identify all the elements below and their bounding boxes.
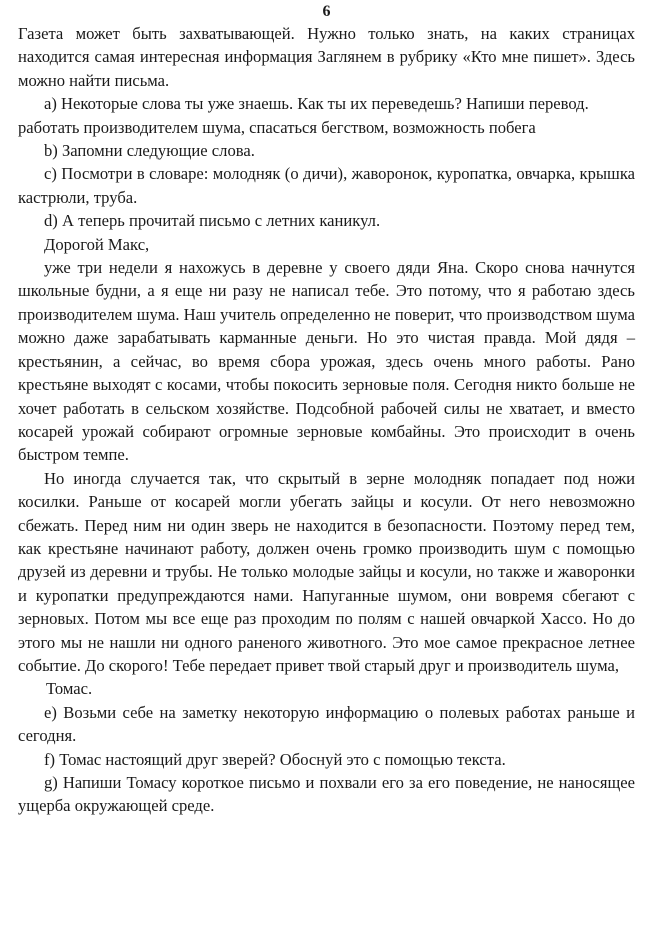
letter-signature: Томас. <box>46 679 93 699</box>
task-e: е) Возьми себе на заметку некоторую информацию о полевых работах раньше и сегодня. <box>18 702 635 746</box>
task-g: g) Напиши Томасу короткое письмо и похвали его за его поведение, не наносящее ущерба окружающей среде. <box>18 773 635 816</box>
intro-paragraph: Газета может быть захватывающей. Нужно только знать, на каких страницах находится самая интересная информация Заглянем в рубрику «Кто мне пишет». Здесь можно найти письма. <box>18 24 635 90</box>
task-c: с) Посмотри в словаре: молодняк (о дичи), жаворонок, куропатка, овчарка, крышка кастрюли, труба. <box>18 164 635 207</box>
letter-greeting: Дорогой Макс, <box>44 234 150 254</box>
task-d: d) А теперь прочитай письмо с летних каникул. <box>44 211 381 231</box>
letter-paragraph-2: Но иногда случается так, что скрытый в зерне молодняк попадает под ножи косилки. Раньше от косарей могли убегать зайцы и косули. От него невозможно сбежать. Перед ним ни один зверь не находится в безопасности. Поэтому перед тем, как крестьяне начинают работу, должен очень громко производить шум с помощью друзей из деревни и трубы. Не только молодые зайцы и косули, но также и жаворонки и куропатки предупреждаются нами. Напуганные шумом, они вовремя сбегают с зерновых. Потом мы все еще раз проходим по полям с нашей овчаркой Хассо. Но до этого мы не нашли ни одного раненого животного. Это мое самое прекрасное летнее событие. До скорого! Тебе передает привет твой старый друг и производитель шума, <box>18 468 635 675</box>
task-a: а) Некоторые слова ты уже знаешь. Как ты их переведешь? Напиши перевод. <box>44 94 589 114</box>
task-b: b) Запомни следующие слова. <box>44 141 255 161</box>
task-a-phrases: работать производителем шума, спасаться бегством, возможность побега <box>18 117 536 137</box>
task-f: f) Томас настоящий друг зверей? Обоснуй это с помощью текста. <box>44 749 506 769</box>
page-number: 6 <box>322 3 331 20</box>
letter-paragraph-1: уже три недели я нахожусь в деревне у своего дяди Яна. Скоро снова начнутся школьные будни, а я еще ни разу не написал тебе. Это потому, что я работаю здесь производителем шума. Наш учитель определенно не поверит, что производством шума можно даже зарабатывать карманные деньги. Но это чистая правда. Мой дядя – крестьянин, а сейчас, во время сбора урожая, здесь очень много работы. Рано крестьяне выходят с косами, чтобы покосить зерновые поля. Сегодня никто больше не хочет работать в сельском хозяйстве. Подсобной рабочей силы не хватает, и вместо косарей урожай собирают огромные зерновые комбайны. Это происходит в очень быстром темпе. <box>18 258 635 465</box>
